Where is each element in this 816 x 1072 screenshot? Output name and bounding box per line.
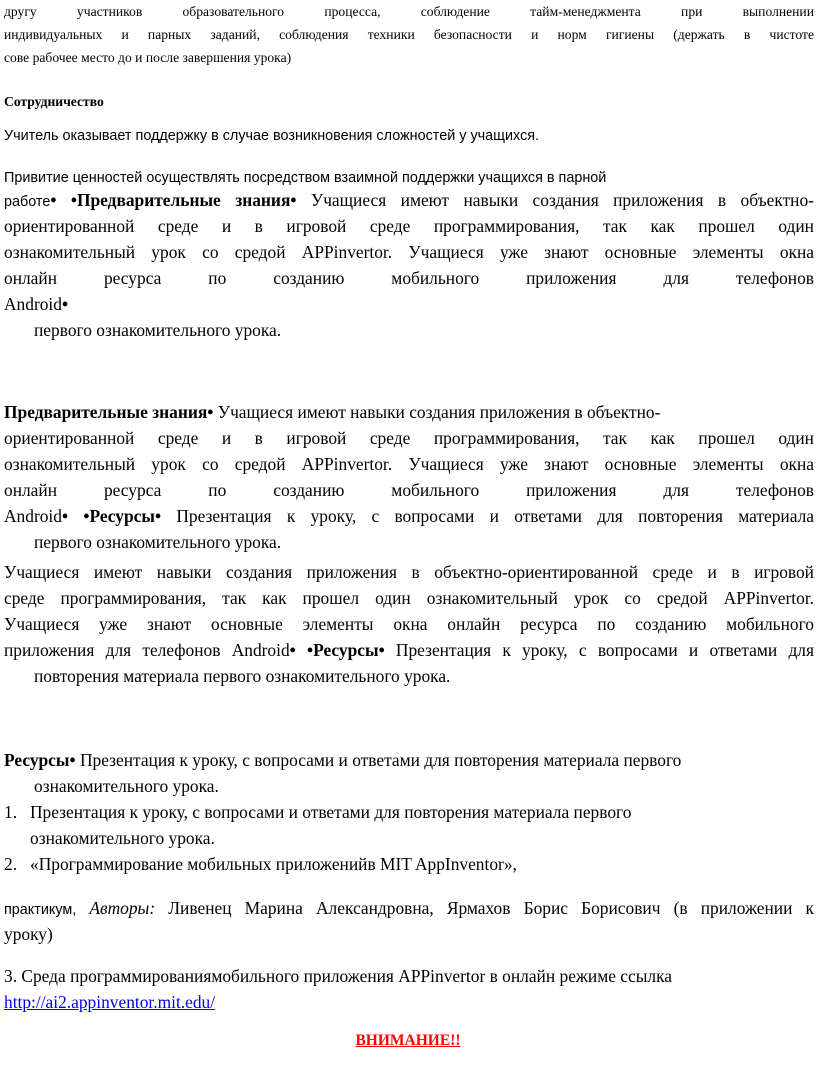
prelim-label: Предварительные знания	[4, 402, 208, 422]
block2-line-2: ориентированной среде и в игровой среде программирования, так как прошел один	[4, 428, 814, 448]
authors-line-2: уроку)	[4, 924, 53, 944]
resources-text: Презентация к уроку, с вопросами и ответами для повторения материала первого	[79, 750, 682, 770]
list-number: 2.	[4, 854, 18, 874]
bullet-icon: •	[289, 640, 296, 660]
list-item	[4, 852, 814, 878]
block3-line-3: Учащиеся уже знают основные элементы окна онлайн ресурса по созданию мобильного	[4, 614, 814, 634]
block3-rest: Презентация к уроку, с вопросами и ответами для	[395, 640, 814, 660]
list-number: 1.	[4, 802, 18, 822]
authors-label: Авторы:	[89, 898, 156, 918]
resources-line-1	[4, 748, 814, 774]
warning-text: ВНИМАНИЕ!!	[355, 1032, 461, 1049]
resources-label: Ресурсы	[313, 640, 379, 660]
warning-line	[0, 1032, 816, 1050]
bullet-icon: •	[83, 506, 90, 526]
authors-text: Ливенец Марина Александровна, Ярмахов Борис Борисович (в приложении к	[168, 898, 814, 918]
block3-line-5: повторения материала первого ознакомительного урока.	[34, 666, 451, 686]
android-text: Android	[4, 506, 62, 526]
prelim-line-2: ориентированной среде и в игровой среде программирования, так как прошел один	[4, 216, 814, 236]
list-item-text: Презентация к уроку, с вопросами и ответами для повторения материала первого	[30, 802, 632, 822]
block1-line-6: первого ознакомительного урока.	[34, 320, 282, 340]
bullet-icon: •	[70, 190, 77, 210]
env-line: 3. Среда программированиямобильного приложения APPinvertor в онлайн режиме ссылка	[4, 966, 673, 986]
prelim-line-5	[4, 292, 814, 318]
bullet-icon: •	[61, 506, 69, 526]
resources-label: Ресурсы	[89, 506, 155, 526]
block2-line-3: ознакомительный урок со средой APPinvertor. Учащиеся уже знают основные элементы окна	[4, 454, 814, 474]
prelim-line-3: ознакомительный урок со средой APPinvertor. Учащиеся уже знают основные элементы окна	[4, 242, 814, 262]
bullet-icon: •	[207, 402, 214, 422]
cooperation-teacher: Учитель оказывает поддержку в случае возникновения сложностей у учащихся.	[4, 128, 540, 144]
resources-label: Ресурсы	[4, 750, 70, 770]
practicum-text: практикум,	[4, 902, 77, 918]
block2-text: Учащиеся имеют навыки создания приложения в объектно-	[217, 402, 661, 422]
block2-line-1	[4, 400, 814, 426]
prelim-line-1	[4, 188, 814, 214]
values-line-end: работе	[4, 194, 51, 210]
intro-line-3: сове рабочее место до и после завершения урока)	[4, 50, 292, 65]
list-item-text: ознакомительного урока.	[30, 828, 215, 848]
block3-start: приложения для телефонов Android	[4, 640, 290, 660]
authors-line-1	[4, 896, 814, 922]
bullet-icon: •	[154, 506, 162, 526]
cooperation-values: Привитие ценностей осуществлять посредством взаимной поддержки учащихся в парной	[4, 170, 607, 186]
bullet-icon: •	[61, 294, 69, 314]
env-link-line	[4, 990, 814, 1016]
block3-line-1: Учащиеся имеют навыки создания приложения в объектно-ориентированной среде и в игровой	[4, 562, 814, 582]
block3-line-2: среде программирования, так как прошел один ознакомительный урок со средой APPinvertor.	[4, 588, 814, 608]
android-text: Android	[4, 294, 62, 314]
prelim-line-4: онлайн ресурса по созданию мобильного приложения для телефонов	[4, 268, 814, 288]
list-item-text: «Программирование мобильных приложенийв MIT AppInventor»,	[30, 854, 517, 874]
intro-line-2: индивидуальных и парных заданий, соблюдения техники безопасности и норм гигиены (держать в чистоте	[4, 27, 814, 42]
bullet-icon: •	[69, 750, 76, 770]
bullet-icon: •	[290, 190, 297, 210]
bullet-icon: •	[307, 640, 314, 660]
appinventor-link[interactable]: http://ai2.appinventor.mit.edu/	[4, 992, 216, 1012]
intro-line-1: другу участников образовательного процесса, соблюдение тайм-менеджмента при выполнении	[4, 4, 814, 19]
resources-line-2: ознакомительного урока.	[34, 776, 219, 796]
cooperation-heading: Сотрудничество	[4, 94, 104, 109]
bullet-icon: •	[50, 190, 57, 210]
bullet-icon: •	[378, 640, 385, 660]
block2-line-4: онлайн ресурса по созданию мобильного приложения для телефонов	[4, 480, 814, 500]
block2-line-6: первого ознакомительного урока.	[34, 532, 282, 552]
block2-resources-text: Презентация к уроку, с вопросами и ответами для повторения материала	[176, 506, 814, 526]
prelim-label: Предварительные знания	[76, 190, 291, 210]
list-item	[4, 800, 814, 852]
block3-line-4	[4, 638, 814, 664]
block2-line-5	[4, 504, 814, 530]
prelim-text: Учащиеся имеют навыки создания приложения в объектно-	[310, 190, 814, 210]
